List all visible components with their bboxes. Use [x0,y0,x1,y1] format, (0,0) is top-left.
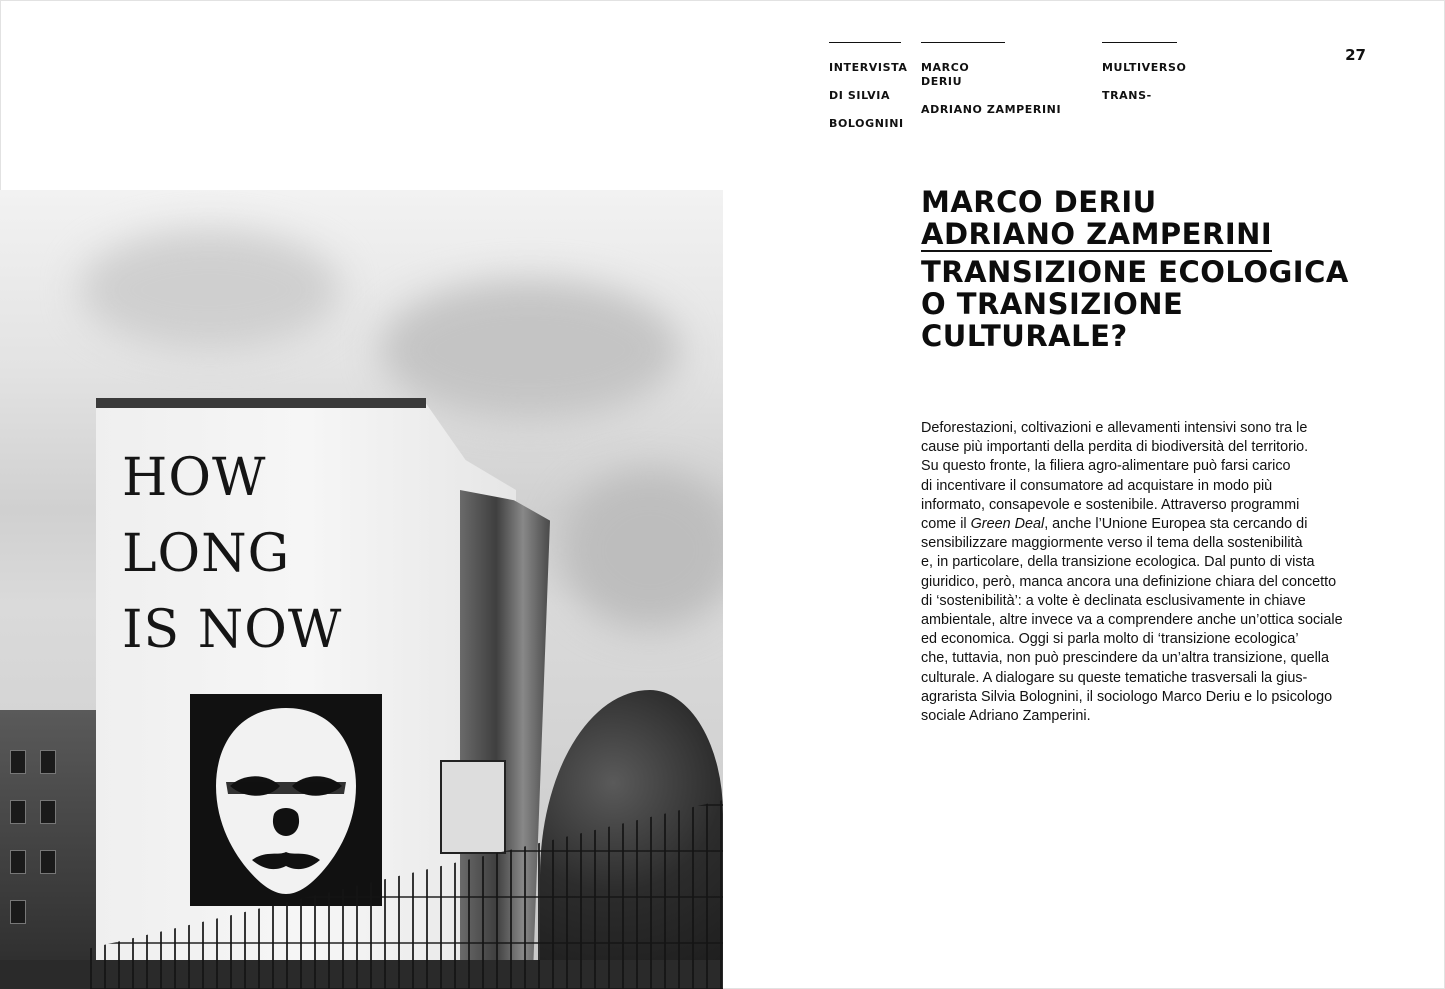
abstract-line: informato, consapevole e sostenibile. Attraverso programmi [921,496,1300,513]
mural-line: IS NOW [122,600,343,660]
running-head-line: DI SILVIA [829,89,891,102]
author-name: ADRIANO ZAMPERINI [921,217,1273,251]
abstract-line: Su questo fronte, la filiera agro-alimentare può farsi carico [921,458,1291,475]
abstract-line: agrarista Silvia Bolognini, il sociologo Marco Deriu e lo psicologo [921,688,1333,705]
page-number: 27 [1345,46,1366,64]
mural-line: LONG [122,524,291,584]
abstract-line: ed economica. Oggi si parla molto di ‘transizione ecologica’ [921,631,1299,648]
running-head-authors [921,42,1062,131]
running-head-line: BOLOGNINI [829,117,904,130]
abstract-line: culturale. A dialogare su queste tematiche trasversali la gius- [921,669,1308,686]
running-head-section [1102,42,1187,117]
running-head-interview [829,42,908,145]
face-mural [190,694,382,906]
window [10,750,26,774]
window [10,900,26,924]
abstract-line: Deforestazioni, coltivazioni e allevamenti intensivi sono tra le [921,420,1308,436]
abstract-line: di ‘sostenibilità’: a volte è declinata esclusivamente in chiave [921,592,1306,609]
abstract-line: come il Green Deal, anche l’Unione Europea sta cercando di [921,516,1308,533]
window [40,750,56,774]
window [40,800,56,824]
abstract-line: ambientale, altre invece va a comprendere anche un’ottica sociale [921,612,1343,629]
window [10,850,26,874]
face-mural-icon [190,694,382,906]
mural-line: HOW [122,448,267,508]
abstract-line: sensibilizzare maggiormente verso il tema della sostenibilità [921,535,1303,552]
emphasis: Green Deal [970,516,1045,533]
author-name-wrap [921,218,1381,252]
abstract-line: che, tuttavia, non può prescindere da un’altra transizione, quella [921,650,1329,667]
abstract-line: di incentivare il consumatore ad acquistare in modo più [921,477,1273,494]
street-sign [440,760,506,854]
window [10,800,26,824]
wall-edge [96,398,426,408]
article-title-block [921,186,1381,352]
abstract-line: cause più importanti della perdita di biodiversità del territorio. [921,439,1309,456]
running-head-line: MARCO DERIU [921,61,970,88]
window [40,850,56,874]
abstract-line: e, in particolare, della transizione ecologica. Dal punto di vista [921,554,1315,571]
abstract-line: giuridico, però, manca ancora una definizione chiara del concetto [921,573,1337,590]
running-head-line: ADRIANO ZAMPERINI [921,103,1062,116]
running-head-line: MULTIVERSO [1102,61,1187,74]
mural-text [122,440,402,668]
abstract-line: sociale Adriano Zamperini. [921,708,1091,725]
article-title-line: CULTURALE? [921,319,1128,353]
cloud [80,230,340,350]
cloud [560,470,723,630]
running-head-line: INTERVISTA [829,61,908,74]
author-name: MARCO DERIU [921,185,1157,219]
running-head-line: TRANS- [1102,89,1152,102]
mural-photo [0,190,723,989]
left-building [0,710,110,989]
article-title-line: TRANSIZIONE ECOLOGICA [921,255,1349,289]
article-abstract [921,419,1371,726]
article-title-line: O TRANSIZIONE [921,287,1184,321]
